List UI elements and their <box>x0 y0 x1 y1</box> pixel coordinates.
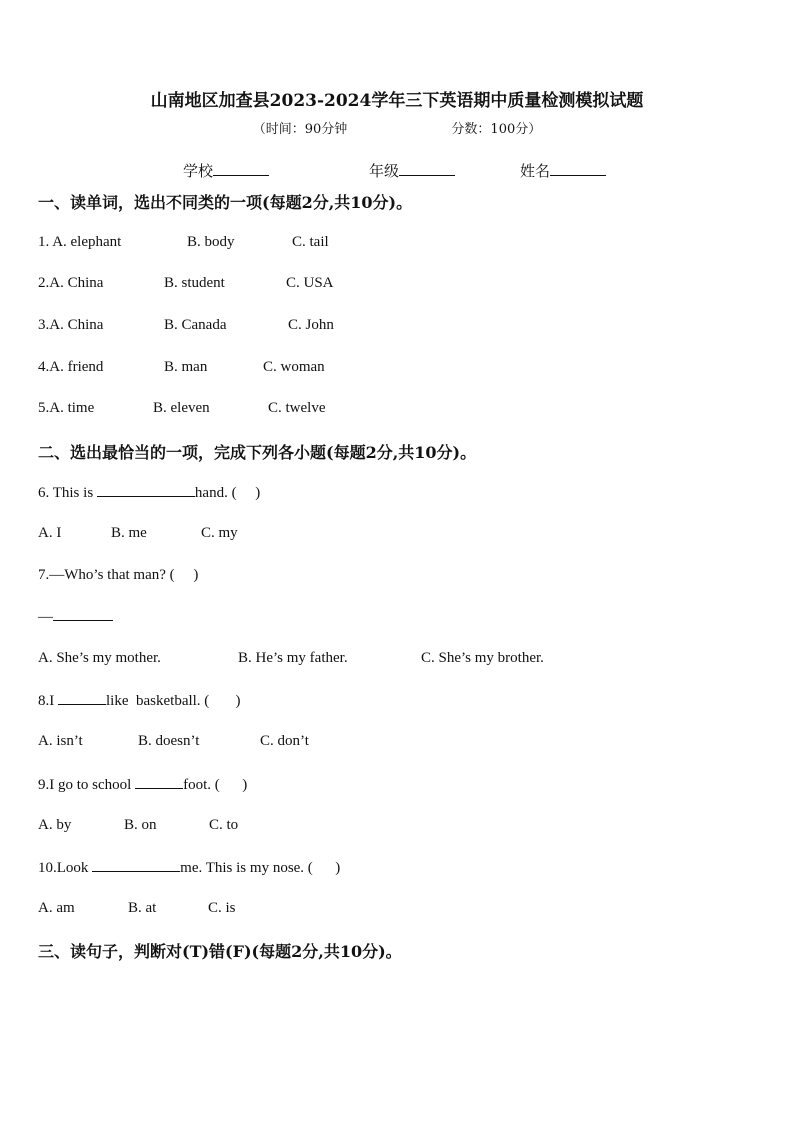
question-number: 2. <box>38 275 50 291</box>
question-text-pre: 10.Look <box>38 860 93 876</box>
question-2 <box>38 275 103 292</box>
q5-option-c: C. twelve <box>268 400 326 416</box>
question-text-post: like basketball. ( ) <box>106 693 241 709</box>
question-text-pre: 6. This is <box>38 485 97 501</box>
q9-option-c: C. to <box>209 817 239 833</box>
school-field <box>183 160 269 181</box>
q7-option-b: B. He’s my father. <box>238 650 348 666</box>
q6-option-c: C. my <box>201 525 238 541</box>
school-blank[interactable] <box>213 161 269 176</box>
q1-option-c: C. tail <box>292 234 329 250</box>
question-10 <box>38 858 340 877</box>
question-1 <box>38 234 121 251</box>
grade-label: 年级 <box>369 162 400 180</box>
answer-blank[interactable] <box>58 691 106 705</box>
q5-option-b: B. eleven <box>153 400 210 416</box>
question-text-pre: 8.I <box>38 693 58 709</box>
question-6 <box>38 483 260 502</box>
q3-option-c: C. John <box>288 317 334 333</box>
q4-option-b: B. man <box>164 359 208 375</box>
name-blank[interactable] <box>550 161 606 176</box>
page-title: 山南地区加查县2023-2024学年三下英语期中质量检测模拟试题 <box>150 91 644 111</box>
q7-option-a: A. She’s my mother. <box>38 650 161 666</box>
q3-option-b: B. Canada <box>164 317 227 333</box>
q10-option-a: A. am <box>38 900 75 916</box>
question-number: 3. <box>38 317 50 333</box>
answer-blank[interactable] <box>92 858 180 872</box>
option-a: A. China <box>49 275 104 291</box>
q8-option-b: B. doesn’t <box>138 733 200 749</box>
question-text-pre: 9.I go to school <box>38 777 136 793</box>
q4-option-c: C. woman <box>263 359 325 375</box>
question-9 <box>38 775 247 794</box>
name-field <box>520 160 606 181</box>
question-text-post: hand. ( ) <box>194 485 261 501</box>
q1-option-b: B. body <box>187 234 235 250</box>
exam-score: 分数：100分） <box>451 122 542 137</box>
option-a: A. friend <box>49 359 104 375</box>
grade-field <box>369 160 455 181</box>
grade-blank[interactable] <box>399 161 455 176</box>
question-5 <box>38 400 94 417</box>
exam-time: （时间：90分钟 <box>252 122 348 137</box>
option-a: A. China <box>49 317 104 333</box>
section3-heading: 三、读句子，判断对(T)错(F)(每题2分,共10分)。 <box>38 942 402 961</box>
q8-option-c: C. don’t <box>260 733 309 749</box>
q2-option-c: C. USA <box>286 275 334 291</box>
q9-option-b: B. on <box>124 817 157 833</box>
answer-blank[interactable] <box>97 483 195 497</box>
question-number: 1. <box>38 234 53 250</box>
section1-heading: 一、读单词，选出不同类的一项(每题2分,共10分)。 <box>38 193 413 212</box>
question-3 <box>38 317 103 334</box>
question-text-post: me. This is my nose. ( ) <box>180 860 341 876</box>
q7-option-c: C. She’s my brother. <box>421 650 544 666</box>
question-4 <box>38 359 103 376</box>
question-text-post: foot. ( ) <box>183 777 248 793</box>
q7-answer-line <box>38 607 113 626</box>
q9-option-a: A. by <box>38 817 72 833</box>
q10-option-b: B. at <box>128 900 157 916</box>
section2-heading: 二、选出最恰当的一项，完成下列各小题(每题2分,共10分)。 <box>38 443 477 462</box>
q6-option-b: B. me <box>111 525 147 541</box>
q10-option-c: C. is <box>208 900 236 916</box>
exam-subtitle <box>0 118 794 137</box>
q6-option-a: A. I <box>38 525 62 541</box>
answer-blank[interactable] <box>53 607 113 621</box>
answer-blank[interactable] <box>135 775 183 789</box>
q8-option-a: A. isn’t <box>38 733 83 749</box>
option-a: A. time <box>49 400 95 416</box>
question-number: 5. <box>38 400 50 416</box>
question-8 <box>38 691 241 710</box>
question-number: 4. <box>38 359 50 375</box>
dash: — <box>38 609 53 625</box>
school-label: 学校 <box>183 162 214 180</box>
name-label: 姓名 <box>520 162 551 180</box>
question-7: 7.—Who’s that man? ( ) <box>38 567 199 583</box>
q2-option-b: B. student <box>164 275 225 291</box>
option-a: A. elephant <box>52 234 122 250</box>
